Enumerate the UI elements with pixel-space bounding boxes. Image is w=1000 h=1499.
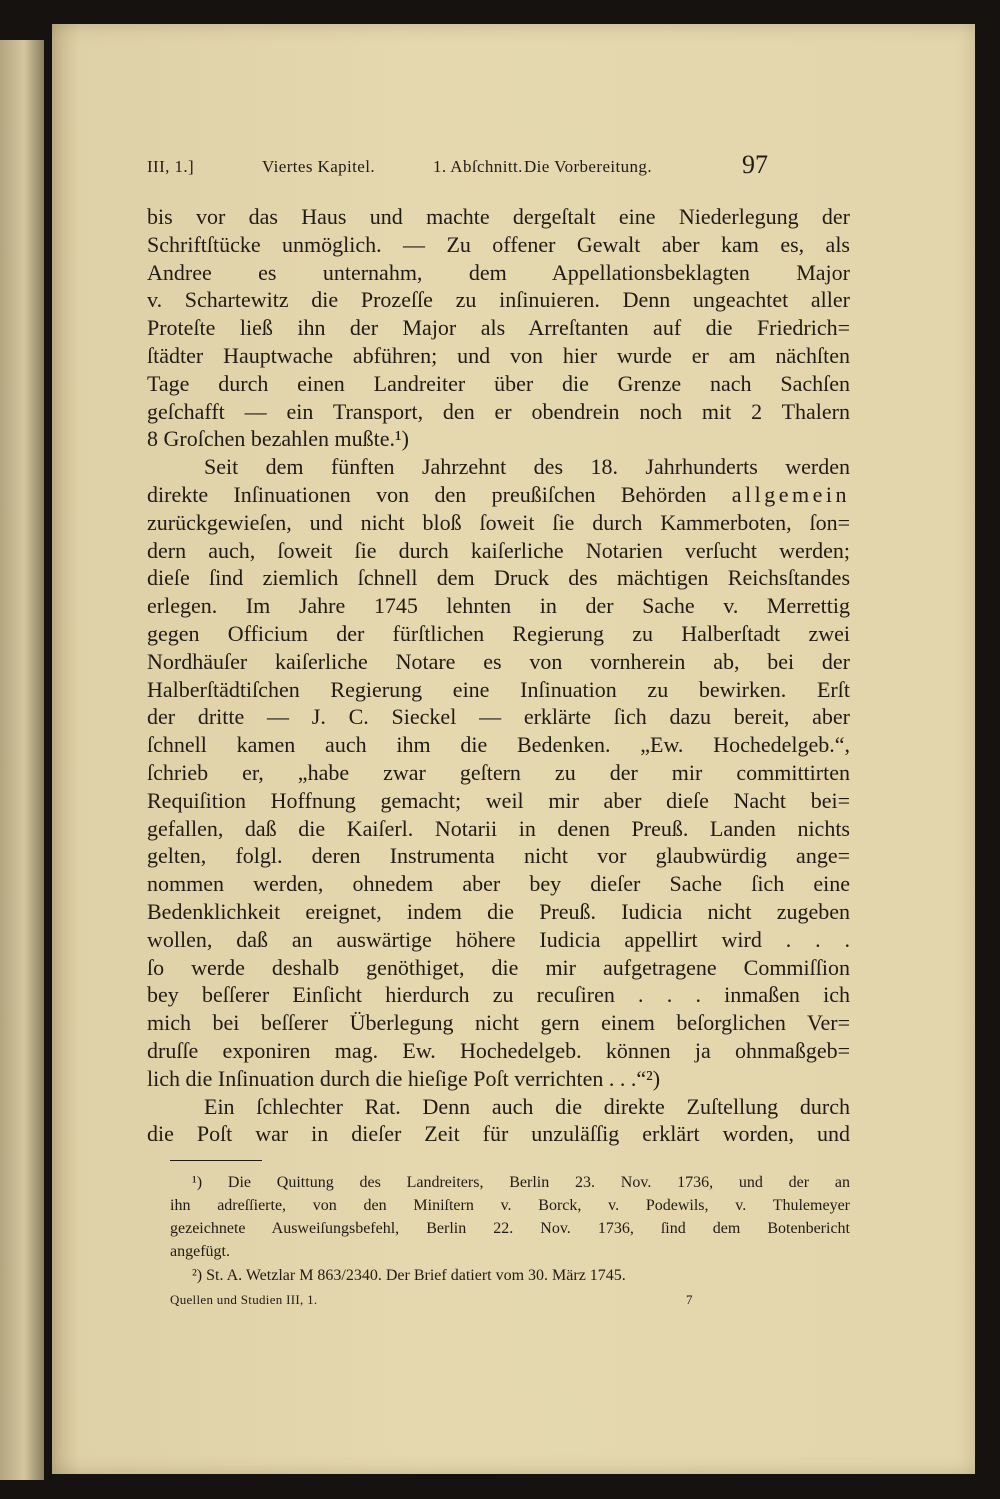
footnote-line: ¹) Die Quittung des Landreiters, Berlin 23. Nov. 1736, und der an (192, 1174, 850, 1191)
paragraph (147, 1093, 850, 1149)
text-line: ſchnell kamen auch ihm die Bedenken. „Ew. Hochedelgeb.“, (147, 732, 850, 758)
text-line: Seit dem fünften Jahrzehnt des 18. Jahrhunderts werden (204, 454, 850, 480)
text-line: gelten, folgl. deren Instrumenta nicht vor glaubwürdig ange= (147, 843, 850, 869)
text-line: 8 Groſchen bezahlen mußte.¹) (147, 426, 409, 452)
signature-title: Quellen und Studien III, 1. (170, 1292, 318, 1307)
text-segment: direkte Inſinuationen von den preußiſchen Behörden (147, 481, 732, 507)
text-line: bey beſſerer Einſicht hierdurch zu recuſiren . . . inmaßen ich (147, 982, 850, 1008)
text-line: gefallen, daß die Kaiſerl. Notarii in denen Preuß. Landen nichts (147, 815, 850, 841)
text-line: Ein ſchlechter Rat. Denn auch die direkte Zuſtellung durch (204, 1093, 850, 1119)
text-line: ſchrieb er, „habe zwar geſtern zu der mir committirten (147, 759, 850, 785)
text-line: Requiſition Hoffnung gemacht; weil mir aber dieſe Nacht bei= (147, 787, 850, 813)
footnotes (170, 1171, 850, 1288)
text-line: Proteſte ließ ihn der Major als Arreſtanten auf die Friedrich= (147, 315, 850, 341)
text-line: bis vor das Haus und machte dergeſtalt eine Niederlegung der (147, 204, 850, 229)
page-number: 97 (742, 150, 768, 179)
footnote-line: ²) St. A. Wetzlar M 863/2340. Der Brief datiert vom 30. März 1745. (192, 1267, 626, 1284)
text-line: erlegen. Im Jahre 1745 lehnten in der Sache v. Merrettig (147, 593, 850, 619)
text-line: zurückgewieſen, und nicht bloß ſoweit ſie durch Kammerboten, ſon= (147, 509, 850, 535)
text-line: v. Schartewitz die Prozeſſe zu inſinuieren. Denn ungeachtet aller (147, 287, 850, 313)
signature-sheet-number: 7 (686, 1292, 693, 1307)
text-line: lich die Inſinuation durch die hieſige Poſt verrichten . . .“²) (147, 1065, 661, 1091)
text-line: geſchafft — ein Transport, den er obendrein noch mit 2 Thalern (147, 398, 850, 424)
footnote-line: angefügt. (170, 1243, 230, 1260)
header-subsection: 1. Abſchnitt. (433, 157, 523, 176)
text-line: Nordhäuſer kaiſerliche Notare es von vornherein ab, bei der (147, 648, 850, 674)
footnote-separator (170, 1160, 262, 1161)
text-line: der dritte — J. C. Sieckel — erklärte ſich dazu bereit, aber (147, 704, 850, 730)
text-line: gegen Officium der fürſtlichen Regierung zu Halberſtadt zwei (147, 620, 850, 646)
text-line: Schriftſtücke unmöglich. — Zu offener Gewalt aber kam es, als (147, 231, 850, 257)
body-text (147, 203, 850, 1148)
text-line: nommen werden, ohnedem aber bey dieſer Sache ſich eine (147, 871, 850, 897)
text-line: wollen, daß an auswärtige höhere Iudicia appellirt wird . . . (147, 926, 850, 952)
header-chapter: Viertes Kapitel. (262, 157, 376, 176)
header-section: III, 1.] (147, 157, 195, 176)
text-line: dieſe ſind ziemlich ſchnell dem Druck des mächtigen Reichsſtandes (147, 565, 850, 591)
adjacent-page-edge (0, 40, 44, 1480)
text-line: Andree es unternahm, dem Appellationsbeklagten Major (147, 259, 850, 285)
text-line: mich bei beſſerer Überlegung nicht gern einem beſorglichen Ver= (147, 1010, 850, 1036)
text-line: ſtädter Hauptwache abführen; und von hier wurde er am nächſten (147, 342, 850, 368)
header-title: Die Vorbereitung. (524, 157, 652, 176)
footnote (170, 1171, 850, 1263)
text-line: Bedenklichkeit ereignet, indem die Preuß. Iudicia nicht zugeben (147, 898, 850, 924)
footnote (170, 1264, 850, 1287)
text-line: Tage durch einen Landreiter über die Grenze nach Sachſen (147, 370, 850, 396)
paragraph (147, 203, 850, 453)
footnote-line: gezeichnete Ausweiſungsbefehl, Berlin 22. Nov. 1736, ſind dem Botenbericht (170, 1220, 850, 1237)
text-line: ſo werde deshalb genöthiget, die mir aufgetragene Commiſſion (147, 954, 850, 980)
text-line: Halberſtädtiſchen Regierung eine Inſinuation zu bewirken. Erſt (147, 676, 850, 702)
footnote-line: ihn adreſſierte, von den Miniſtern v. Borck, v. Podewils, v. Thulemeyer (170, 1197, 850, 1214)
spaced-emphasis: allgemein (731, 481, 850, 507)
text-line (147, 481, 850, 509)
text-line: druſſe exponiren mag. Ew. Hochedelgeb. können ja ohnmaßgeb= (147, 1037, 850, 1063)
paragraph (147, 453, 850, 1092)
text-line: dern auch, ſoweit ſie durch kaiſerliche Notarien verſucht werden; (147, 537, 850, 563)
text-line: die Poſt war in dieſer Zeit für unzuläſſig erklärt worden, und (147, 1121, 850, 1147)
